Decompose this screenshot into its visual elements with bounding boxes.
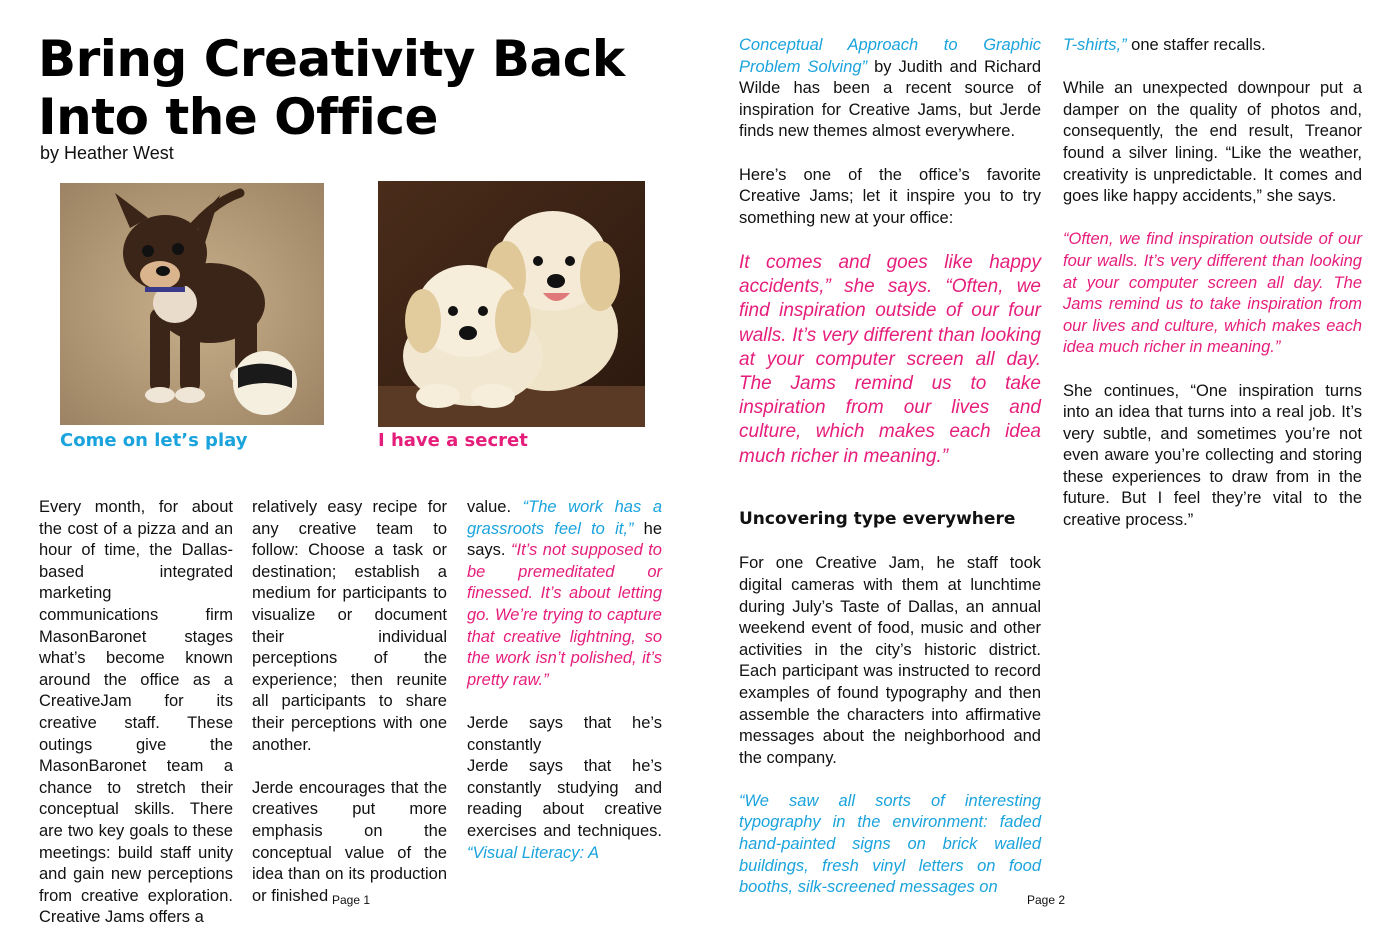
- page1-column-2: [252, 497, 447, 929]
- body-paragraph: relatively easy recipe for any creative team to follow: Choose a task or destination; establish a medium for participants to visualize or document their individual perceptions of the experience; then reunite all participants to share their perceptions with one another.: [252, 498, 447, 754]
- photo-caption-play: Come on let’s play: [60, 430, 248, 451]
- article-title: Bring Creativity Back Into the Office: [38, 30, 625, 146]
- body-paragraph: Jerde says that he’s constantly studying and reading about creative exercises and techniques. “Visual Literacy: A: [467, 757, 662, 862]
- page1-column-3: [467, 497, 662, 886]
- page-number: Page 2: [1027, 893, 1066, 907]
- body-paragraph: Jerde encourages that the creatives put more emphasis on the conceptual value of the idea than on its production or finished: [252, 778, 447, 905]
- quote-pink: “Often, we find inspiration outside of our four walls. It’s very different than looking at your computer screen all day. The Jams remind us to take inspiration from our lives and culture, which makes each idea much richer in meaning.”: [1063, 230, 1362, 357]
- body-paragraph: T-shirts,” one staffer recalls.: [1063, 36, 1266, 54]
- body-paragraph: Jerde says that he’s constantly: [467, 713, 662, 754]
- body-paragraph: Every month, for about the cost of a pizza and an hour of time, the Dallas-based integrated marketing communications firm MasonBaronet stages what’s become known around the office as a CreativeJam for its creative staff. These outings give the MasonBaronet team a chance to stretch their conceptual skills. There are two key goals to these meetings: build staff unity and gain new perceptions from creative exploration. Creative Jams offers a: [39, 498, 233, 927]
- photo-caption-secret: I have a secret: [378, 430, 528, 451]
- page2-column-1: [739, 35, 1041, 920]
- quote-blue: “Visual Literacy: A: [467, 843, 600, 862]
- body-paragraph: For one Creative Jam, he staff took digital cameras with them at lunchtime during July’s Taste of Dallas, an annual weekend event of food, music and other activities in the city’s historic district. Each participant was instructed to record examples of found typography and then assemble the characters into affirmative messages about the neighborhood and the company.: [739, 554, 1041, 767]
- quote-blue: T-shirts,”: [1063, 36, 1127, 54]
- page1-column-1: [39, 497, 233, 950]
- quote-blue: “The work has a grassroots feel to it,”: [467, 498, 662, 538]
- body-paragraph: Conceptual Approach to Graphic Problem Solving” by Judith and Richard Wilde has been a recent source of inspiration for Creative Jams, but Jerde finds new themes almost everywhere.: [739, 36, 1041, 141]
- page2-column-2: [1063, 35, 1362, 553]
- quote-blue: Conceptual Approach to Graphic Problem Solving”: [739, 36, 1041, 76]
- two-golden-puppies-photo: [378, 181, 645, 427]
- section-heading: Uncovering type everywhere: [739, 508, 1016, 529]
- pull-quote: It comes and goes like happy accidents,” she says. “Often, we find inspiration outside of our four walls. It’s very different than looking at your computer screen all day. The Jams remind us to take inspiration from our lives and culture, which makes each idea much richer in meaning.”: [739, 251, 1041, 467]
- page-number: Page 1: [332, 893, 371, 907]
- body-paragraph: While an unexpected downpour put a damper on the quality of photos and, consequently, the end result, Treanor found a silver lining. “Like the weather, creativity is unpredictable. It comes and goes like happy accidents,” she says.: [1063, 79, 1362, 206]
- body-paragraph: value. “The work has a grassroots feel to it,” he says. “It’s not supposed to be premeditated or finessed. It’s about letting go. We’re trying to capture that creative lightning, so the work isn’t polished, it’s pretty raw.”: [467, 498, 663, 689]
- byline: by Heather West: [40, 143, 174, 163]
- body-paragraph: Here’s one of the office’s favorite Creative Jams; let it inspire you to try something new at your office:: [739, 165, 1041, 227]
- puppy-with-ball-photo: [60, 183, 324, 425]
- quote-pink: “It’s not supposed to be premeditated or finessed. It’s about letting go. We’re trying to capture that creative lightning, so the work isn’t polished, it’s pretty raw.”: [467, 541, 662, 689]
- body-paragraph: She continues, “One inspiration turns into an idea that turns into a real job. It’s very subtle, and sometimes you’re not even aware you’re collecting and storing these experiences to draw from in the future. But I feel they’re vital to the creative process.”: [1063, 381, 1362, 530]
- quote-blue: “We saw all sorts of interesting typography in the environment: faded hand-painted signs on brick walled buildings, fresh vinyl letters on food booths, silk-screened messages on: [739, 791, 1041, 897]
